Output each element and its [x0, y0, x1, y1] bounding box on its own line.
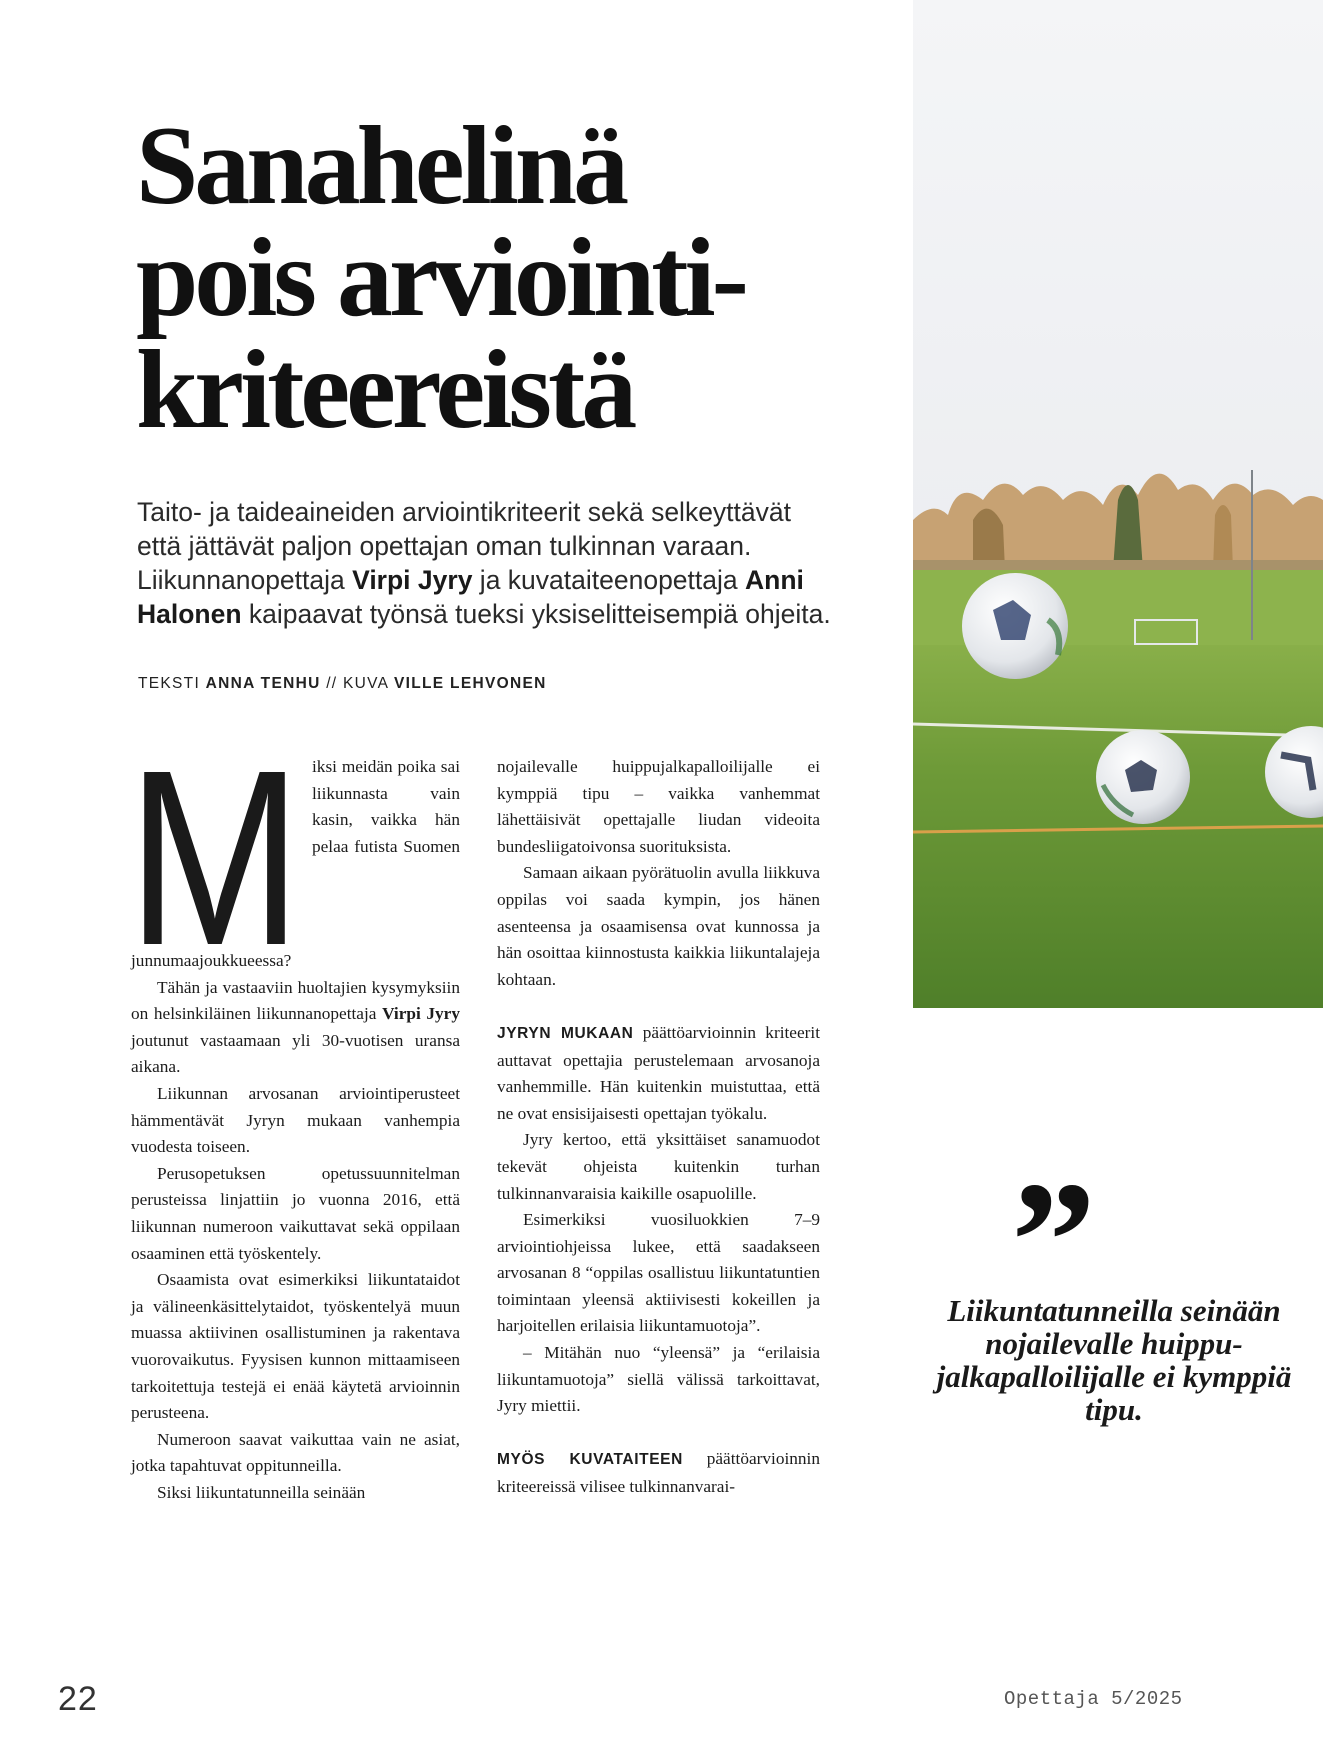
- byline-author: ANNA TENHU: [205, 675, 321, 692]
- lead-text-1: Taito- ja taideaineiden arviointikriteerit sekä selkeyttävät että jättävät paljon opettajan oman tulkinnan varaan. Liikunnanopettaja: [137, 497, 791, 595]
- body-column-1: [127, 754, 460, 1506]
- body-paragraph-7-start: Siksi liikuntatunneilla seinään: [157, 1482, 366, 1502]
- body-column-2: [497, 754, 820, 1501]
- byline-text-label: TEKSTI: [138, 675, 201, 692]
- lead-text-3: kaipaavat työnsä tueksi yksiselitteisempiä ohjeita.: [241, 599, 831, 629]
- svg-text:”: ”: [1015, 1180, 1096, 1280]
- headline-line-1: Sanahelinä: [136, 104, 626, 228]
- lead-paragraph: [137, 495, 837, 631]
- page-number: 22: [58, 1680, 98, 1718]
- body-paragraph-3: Liikunnan arvosanan arviointiperusteet hämmentävät Jyryn mukaan vanhempia vuodesta toiseen.: [131, 1083, 460, 1157]
- body-paragraph-1: iksi meidän poika sai liikunnasta vain kasin, vaikka hän pelaa futista Suomen junnumaajoukkueessa?: [131, 757, 460, 970]
- drop-cap: [127, 758, 302, 948]
- lead-text-2: ja kuvataiteenopettaja: [472, 565, 745, 595]
- football-field-illustration: [913, 0, 1323, 1008]
- drop-cap-letter: M: [127, 758, 302, 948]
- body-paragraph-7-continued: nojailevalle huippujalkapalloilijalle ei kymppiä tipu – vaikka vanhemmat lähettäisivät opettajalle liudan videoita bundesliigatoivonsa suorituksista.: [497, 757, 820, 856]
- body-paragraph-10: Jyry kertoo, että yksittäiset sanamuodot tekevät ohjeista kuitenkin turhan tulkinnanvaraisia kaikille osapuolille.: [497, 1130, 820, 1203]
- headline-line-2: pois arviointi-: [136, 216, 745, 340]
- byline-photographer: VILLE LEHVONEN: [394, 675, 547, 692]
- headline-line-3: kriteereistä: [136, 328, 634, 452]
- body-paragraph-9-text: päättöarvioinnin kriteerit auttavat opettajia perustelemaan arvosanoja vanhemmille. Hän kuitenkin muistuttaa, että ne ovat ensisijaisesti opettajan työkalu.: [497, 1022, 820, 1123]
- body-paragraph-2-text-b: joutunut vastaamaan yli 30-vuotisen uransa aikana.: [131, 1030, 460, 1077]
- headline: [136, 104, 836, 452]
- body-paragraph-12: – Mitähän nuo “yleensä” ja “erilaisia liikuntamuotoja” siellä välissä tarkoittavat, Jyry miettii.: [497, 1343, 820, 1416]
- section-lead-in-2: MYÖS KUVATAITEEN: [497, 1451, 683, 1469]
- body-paragraph-11: Esimerkiksi vuosiluokkien 7–9 arviointiohjeissa lukee, että saadakseen arvosanan 8 “oppilas osallistuu liikuntatuntien toimintaan yleensä aktiivisesti kokeillen ja harjoitellen erilaisia liikuntamuotoja”.: [497, 1210, 820, 1336]
- body-paragraph-4: Perusopetuksen opetussuunnitelman perusteissa linjattiin jo vuonna 2016, että liikunnan numeroon vaikuttavat sekä oppilaan osaaminen että työskentely.: [131, 1163, 460, 1263]
- body-paragraph-13: [497, 1446, 820, 1500]
- lead-name-1: Virpi Jyry: [352, 565, 473, 595]
- lead-name-2: Anni Halonen: [137, 565, 804, 629]
- body-paragraph-8: Samaan aikaan pyörätuolin avulla liikkuva oppilas voi saada kympin, jos hänen asenteensa ja osaamisensa ovat kunnossa ja hän osoittaa kiinnostusta kaikkia liikuntalajeja kohtaan.: [497, 863, 820, 989]
- body-paragraph-2-text-a: Tähän ja vastaaviin huoltajien kysymyksiin on helsinkiläinen liikunnanopettaja: [131, 977, 460, 1024]
- byline-photo-label: KUVA: [343, 675, 389, 692]
- body-paragraph-13-text: päättöarvioinnin kriteereissä vilisee tulkinnanvarai-: [497, 1449, 820, 1497]
- body-paragraph-5: Osaamista ovat esimerkiksi liikuntataidot ja välineenkäsittelytaidot, työskentelyä muun muassa aktiivinen osallistuminen ja rakentava vuorovaikutus. Fyysisen kunnon mittaamiseen tarkoitettuja testejä ei enää käytetä arvioinnin perusteena.: [131, 1270, 460, 1423]
- section-lead-in-1: JYRYN MUKAAN: [497, 1024, 634, 1042]
- body-paragraph-2: [131, 975, 460, 1081]
- body-paragraph-6: Numeroon saavat vaikuttaa vain ne asiat, jotka tapahtuvat oppitunneilla.: [131, 1429, 460, 1476]
- body-paragraph-9: [497, 1020, 820, 1127]
- byline: [138, 675, 838, 693]
- quotation-mark-icon: [1015, 1180, 1115, 1280]
- byline-separator: //: [326, 675, 338, 692]
- football-photo: [913, 0, 1323, 1008]
- body-paragraph-2-name: Virpi Jyry: [382, 1004, 460, 1024]
- magazine-issue: Opettaja 5/2025: [1004, 1688, 1183, 1710]
- pull-quote: Liikuntatunneilla seinään nojailevalle huippu-jalkapalloilijalle ei kymppiä tipu.: [936, 1293, 1292, 1427]
